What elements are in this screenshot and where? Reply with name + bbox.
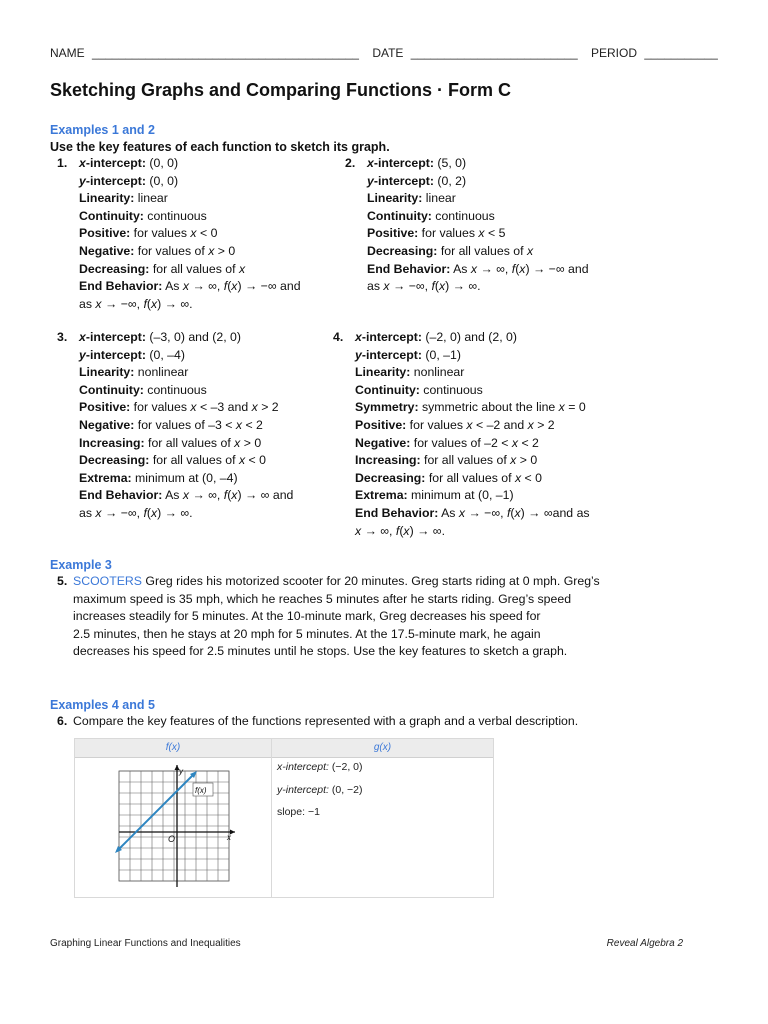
p2-label: End Behavior: bbox=[367, 261, 451, 276]
p1-line bbox=[57, 278, 301, 296]
p2-label: Decreasing: bbox=[367, 243, 438, 258]
p1-label: Positive: bbox=[79, 226, 131, 241]
p3-line bbox=[57, 505, 293, 523]
problem-5-tag: SCOOTERS bbox=[73, 574, 143, 588]
p4-line bbox=[333, 435, 590, 453]
footer-right: Reveal Algebra 2 bbox=[606, 938, 683, 949]
p1-label: Continuity: bbox=[79, 208, 144, 223]
p3-value: (0, –4) bbox=[145, 347, 185, 362]
p2-value: (5, 0) bbox=[433, 156, 467, 170]
g-x-intercept: x-intercept: (−2, 0) bbox=[277, 761, 363, 773]
p2-number: 2. bbox=[345, 156, 356, 170]
p3-value: continuous bbox=[143, 382, 207, 397]
p1-value: continuous bbox=[143, 208, 207, 223]
p2-line bbox=[345, 261, 589, 279]
problem-5-line-4: 2.5 minutes, then he stays at 20 mph for 5 minutes. At the 17.5-minute mark, he again bbox=[73, 626, 541, 641]
p1-line bbox=[57, 208, 301, 226]
date-blank[interactable]: _________________________ bbox=[410, 46, 578, 60]
table-divider bbox=[271, 739, 272, 897]
p2-line bbox=[345, 155, 589, 173]
p3-value: for values of –3 < x < 2 bbox=[134, 417, 263, 432]
p2-label: Linearity: bbox=[367, 191, 423, 206]
problem-5-line-5: decreases his speed for 2.5 minutes until he stops. Use the key features to sketch a graph. bbox=[73, 644, 568, 659]
p3-value: (–3, 0) and (2, 0) bbox=[145, 330, 241, 344]
p1-line bbox=[57, 173, 301, 191]
p4-line bbox=[333, 523, 590, 541]
origin-label: O bbox=[168, 834, 176, 844]
p4-value: As x → −∞, f(x) → ∞and as bbox=[438, 505, 590, 520]
g-slope: slope: −1 bbox=[277, 806, 320, 818]
p2-value: linear bbox=[422, 191, 456, 206]
problem-2 bbox=[345, 155, 589, 296]
p3-label: Decreasing: bbox=[79, 453, 150, 468]
problem-5-line-2: maximum speed is 35 mph, which he reaches 5 minutes after he starts riding. Greg’s speed bbox=[73, 591, 572, 606]
problem-6 bbox=[57, 713, 578, 731]
p3-label: Continuity: bbox=[79, 382, 144, 397]
p4-line bbox=[333, 364, 590, 382]
p3-value: for all values of x > 0 bbox=[144, 435, 262, 450]
p1-label: Linearity: bbox=[79, 191, 135, 206]
comparison-table bbox=[74, 738, 494, 898]
p3-value: minimum at (0, –4) bbox=[131, 470, 238, 485]
p4-value: for values of –2 < x < 2 bbox=[410, 435, 539, 450]
header-fields bbox=[50, 46, 730, 60]
date-label: DATE bbox=[372, 46, 404, 60]
p4-label: Decreasing: bbox=[355, 470, 426, 485]
p1-label: x-intercept: bbox=[79, 156, 146, 170]
p3-label: Increasing: bbox=[79, 435, 145, 450]
p4-value: nonlinear bbox=[410, 365, 465, 380]
p1-value: (0, 0) bbox=[145, 156, 179, 170]
p4-line bbox=[333, 329, 590, 347]
p3-line bbox=[57, 452, 293, 470]
p4-label: Linearity: bbox=[355, 365, 411, 380]
p3-line bbox=[57, 347, 293, 365]
p4-label: Increasing: bbox=[355, 453, 421, 468]
p2-value: as x → −∞, f(x) → ∞. bbox=[367, 279, 481, 294]
problem-6-text: Compare the key features of the functions represented with a graph and a verbal description. bbox=[73, 714, 579, 728]
p1-value: for values x < 0 bbox=[130, 226, 218, 241]
p4-value: x → ∞, f(x) → ∞. bbox=[355, 523, 445, 538]
p4-label: Negative: bbox=[355, 435, 411, 450]
p3-label: Positive: bbox=[79, 400, 131, 415]
problem-5 bbox=[57, 573, 617, 661]
p2-line bbox=[345, 173, 589, 191]
page-title: Sketching Graphs and Comparing Functions · Form C bbox=[50, 80, 512, 100]
p3-line bbox=[57, 435, 293, 453]
p4-label: x-intercept: bbox=[355, 330, 422, 344]
p2-label: y-intercept: bbox=[367, 173, 434, 188]
section-heading-examples-4-5: Examples 4 and 5 bbox=[50, 698, 155, 712]
p3-label: Extrema: bbox=[79, 470, 132, 485]
p4-value: for values x < –2 and x > 2 bbox=[406, 417, 555, 432]
p1-line bbox=[57, 190, 301, 208]
p4-value: minimum at (0, –1) bbox=[407, 488, 514, 503]
p3-line bbox=[57, 329, 293, 347]
p4-label: Positive: bbox=[355, 417, 407, 432]
table-header-g: g(x) bbox=[272, 739, 493, 758]
problem-6-number: 6. bbox=[57, 714, 68, 728]
p4-value: (–2, 0) and (2, 0) bbox=[421, 330, 517, 344]
p2-value: for values x < 5 bbox=[418, 226, 506, 241]
p3-line bbox=[57, 417, 293, 435]
p3-value: for all values of x < 0 bbox=[149, 453, 266, 468]
p4-label: Continuity: bbox=[355, 382, 420, 397]
p3-label: Linearity: bbox=[79, 365, 135, 380]
section-heading-example-3: Example 3 bbox=[50, 558, 112, 572]
p4-line bbox=[333, 417, 590, 435]
p4-line bbox=[333, 399, 590, 417]
p2-line bbox=[345, 225, 589, 243]
p3-label: y-intercept: bbox=[79, 347, 146, 362]
p1-line bbox=[57, 225, 301, 243]
p4-label: y-intercept: bbox=[355, 347, 422, 362]
p2-label: x-intercept: bbox=[367, 156, 434, 170]
problem-5-number: 5. bbox=[57, 574, 68, 588]
graph-f bbox=[113, 765, 243, 891]
p4-line bbox=[333, 452, 590, 470]
p1-value: linear bbox=[134, 191, 168, 206]
p2-value: for all values of x bbox=[437, 243, 534, 258]
p2-line bbox=[345, 243, 589, 261]
p2-line bbox=[345, 190, 589, 208]
p3-label: End Behavior: bbox=[79, 488, 163, 503]
instruction: Use the key features of each function to sketch its graph. bbox=[50, 140, 390, 154]
p4-line bbox=[333, 347, 590, 365]
p1-label: End Behavior: bbox=[79, 279, 163, 294]
p1-number: 1. bbox=[57, 156, 68, 170]
graph-f-label: f(x) bbox=[195, 786, 207, 795]
p1-label: y-intercept: bbox=[79, 173, 146, 188]
p4-line bbox=[333, 382, 590, 400]
p3-line bbox=[57, 487, 293, 505]
p1-line bbox=[57, 296, 301, 314]
p3-line bbox=[57, 382, 293, 400]
p3-value: nonlinear bbox=[134, 365, 189, 380]
p1-line bbox=[57, 243, 301, 261]
p3-value: for values x < –3 and x > 2 bbox=[130, 400, 279, 415]
period-blank[interactable]: ___________ bbox=[644, 46, 718, 60]
axis-x-label: x bbox=[227, 833, 231, 842]
line-f bbox=[117, 773, 195, 851]
p4-value: for all values of x < 0 bbox=[425, 470, 542, 485]
p1-value: for all values of x bbox=[149, 261, 246, 276]
problem-1 bbox=[57, 155, 301, 313]
p1-value: as x → −∞, f(x) → ∞. bbox=[79, 296, 193, 311]
p3-number: 3. bbox=[57, 330, 68, 344]
p3-line bbox=[57, 470, 293, 488]
axis-y-label: y bbox=[179, 767, 183, 776]
p2-line bbox=[345, 208, 589, 226]
p4-line bbox=[333, 505, 590, 523]
p3-value: As x → ∞, f(x) → ∞ and bbox=[162, 488, 294, 503]
p1-label: Decreasing: bbox=[79, 261, 150, 276]
name-blank[interactable]: ________________________________________ bbox=[92, 46, 359, 60]
p4-value: symmetric about the line x = 0 bbox=[418, 400, 586, 415]
footer-left: Graphing Linear Functions and Inequalities bbox=[50, 938, 241, 949]
p2-label: Continuity: bbox=[367, 208, 432, 223]
problem-5-line-1: Greg rides his motorized scooter for 20 minutes. Greg starts riding at 0 mph. Greg’s bbox=[142, 574, 600, 588]
table-header-f: f(x) bbox=[75, 739, 271, 758]
p4-label: End Behavior: bbox=[355, 505, 439, 520]
p2-label: Positive: bbox=[367, 226, 419, 241]
p1-value: for values of x > 0 bbox=[134, 243, 236, 258]
name-label: NAME bbox=[50, 46, 85, 60]
p4-value: (0, –1) bbox=[421, 347, 461, 362]
p2-value: As x → ∞, f(x) → −∞ and bbox=[450, 261, 589, 276]
p4-number: 4. bbox=[333, 330, 344, 344]
p1-value: As x → ∞, f(x) → −∞ and bbox=[162, 279, 301, 294]
p3-label: Negative: bbox=[79, 417, 135, 432]
p2-line bbox=[345, 278, 589, 296]
p1-line bbox=[57, 261, 301, 279]
p2-value: (0, 2) bbox=[433, 173, 467, 188]
p3-value: as x → −∞, f(x) → ∞. bbox=[79, 505, 193, 520]
p4-line bbox=[333, 470, 590, 488]
p1-label: Negative: bbox=[79, 243, 135, 258]
p4-value: continuous bbox=[419, 382, 483, 397]
g-y-intercept: y-intercept: (0, −2) bbox=[277, 784, 363, 796]
p1-line bbox=[57, 155, 301, 173]
p3-line bbox=[57, 364, 293, 382]
problem-3 bbox=[57, 329, 293, 523]
p3-label: x-intercept: bbox=[79, 330, 146, 344]
p4-label: Extrema: bbox=[355, 488, 408, 503]
p2-value: continuous bbox=[431, 208, 495, 223]
p4-line bbox=[333, 487, 590, 505]
p4-label: Symmetry: bbox=[355, 400, 419, 415]
p1-value: (0, 0) bbox=[145, 173, 179, 188]
problem-4 bbox=[333, 329, 590, 540]
problem-5-line-3: increases steadily for 5 minutes. At the 10-minute mark, Greg decreases his speed for bbox=[73, 609, 541, 624]
p3-line bbox=[57, 399, 293, 417]
period-label: PERIOD bbox=[590, 46, 637, 60]
section-heading-examples-1-2: Examples 1 and 2 bbox=[50, 123, 155, 137]
p4-value: for all values of x > 0 bbox=[420, 453, 538, 468]
